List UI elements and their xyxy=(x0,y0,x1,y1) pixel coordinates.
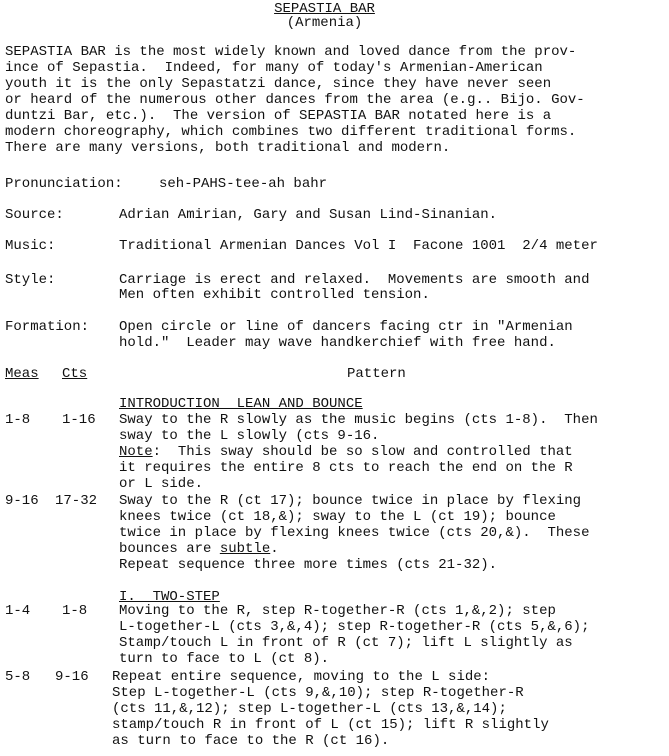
pattern-line: it requires the entire 8 cts to reach the end on the R xyxy=(119,460,573,476)
section-title: INTRODUCTION LEAN AND BOUNCE xyxy=(119,396,363,412)
tail-emphasis: subtle xyxy=(219,541,271,557)
page-title: SEPASTIA BAR xyxy=(274,1,375,17)
formation-line: hold." Leader may wave handkerchief with free hand. xyxy=(119,335,556,351)
note-line xyxy=(119,445,573,460)
note-text: : This sway should be so slow and controlled that xyxy=(152,444,573,460)
pattern-line: Repeat sequence three more times (cts 21-32). xyxy=(119,557,498,573)
meas-cell: 1-8 xyxy=(5,412,31,428)
pattern-line: knees twice (ct 18,&); sway to the L (ct 19); bounce xyxy=(119,509,556,525)
pronunciation-value: seh-PAHS-tee-ah bahr xyxy=(159,176,328,192)
header-cts: Cts xyxy=(62,366,88,382)
intro-line: duntzi Bar, etc.). The version of SEPASTIA BAR notated here is a xyxy=(5,108,552,124)
formation-label: Formation: xyxy=(5,319,90,335)
tail-text: . xyxy=(270,541,279,557)
intro-line: or heard of the numerous other dances from the area (e.g.. Bijo. Gov- xyxy=(5,92,585,108)
header-meas: Meas xyxy=(5,366,39,382)
meas-cell: 1-4 xyxy=(5,603,31,619)
intro-line: SEPASTIA BAR is the most widely known and loved dance from the prov- xyxy=(5,44,577,60)
cts-cell: 1-8 xyxy=(62,603,88,619)
cts-cell: 17-32 xyxy=(55,493,98,509)
pattern-line xyxy=(119,542,279,557)
pattern-line: sway to the L slowly (cts 9-16. xyxy=(119,428,380,444)
pattern-line: Sway to the R (ct 17); bounce twice in place by flexing xyxy=(119,493,582,509)
pattern-line: Sway to the R slowly as the music begins (cts 1-8). Then xyxy=(119,412,598,428)
music-value: Traditional Armenian Dances Vol I Facone 1001 2/4 meter xyxy=(119,238,598,254)
pattern-line: L-together-L (cts 3,&,4); step R-together-R (cts 5,&,6); xyxy=(119,619,590,635)
pattern-line: or L side. xyxy=(119,476,204,492)
source-label: Source: xyxy=(5,207,64,223)
formation-line: Open circle or line of dancers facing ctr in "Armenian xyxy=(119,319,573,335)
tail-text: bounces are xyxy=(119,541,220,557)
pronunciation-label: Pronunciation: xyxy=(5,176,123,192)
meas-cell: 5-8 xyxy=(5,669,31,685)
style-label: Style: xyxy=(5,272,56,288)
pattern-line: Repeat entire sequence, moving to the L side: xyxy=(112,669,491,685)
pattern-line: turn to face to L (ct 8). xyxy=(119,651,330,667)
header-pattern: Pattern xyxy=(347,366,406,382)
pattern-line: Stamp/touch L in front of R (ct 7); lift L slightly as xyxy=(119,635,573,651)
pattern-line: (cts 11,&,12); step L-together-L (cts 13,&,14); xyxy=(112,701,507,717)
style-line: Carriage is erect and relaxed. Movements are smooth and xyxy=(119,272,590,288)
style-line: Men often exhibit controlled tension. xyxy=(119,287,430,303)
pattern-line: as turn to face to the R (ct 16). xyxy=(112,733,390,749)
section-title: I. TWO-STEP xyxy=(119,589,220,605)
intro-line: modern choreography, which combines two different traditional forms. xyxy=(5,124,577,140)
pattern-line: twice in place by flexing knees twice (cts 20,&). These xyxy=(119,525,590,541)
note-label: Note xyxy=(119,444,153,460)
pattern-line: Moving to the R, step R-together-R (cts 1,&,2); step xyxy=(119,603,556,619)
intro-line: ince of Sepastia. Indeed, for many of today's Armenian-American xyxy=(5,60,543,76)
music-label: Music: xyxy=(5,238,56,254)
meas-cell: 9-16 xyxy=(5,493,39,509)
intro-line: youth it is the only Sepastatzi dance, since they have never seen xyxy=(5,76,552,92)
page-subtitle: (Armenia) xyxy=(286,15,363,31)
pattern-line: Step L-together-L (cts 9,&,10); step R-together-R xyxy=(112,685,524,701)
cts-cell: 9-16 xyxy=(55,669,89,685)
pattern-line: stamp/touch R in front of L (ct 15); lift R slightly xyxy=(112,717,549,733)
cts-cell: 1-16 xyxy=(62,412,96,428)
source-value: Adrian Amirian, Gary and Susan Lind-Sinanian. xyxy=(119,207,498,223)
intro-line: There are many versions, both traditional and modern. xyxy=(5,140,451,156)
